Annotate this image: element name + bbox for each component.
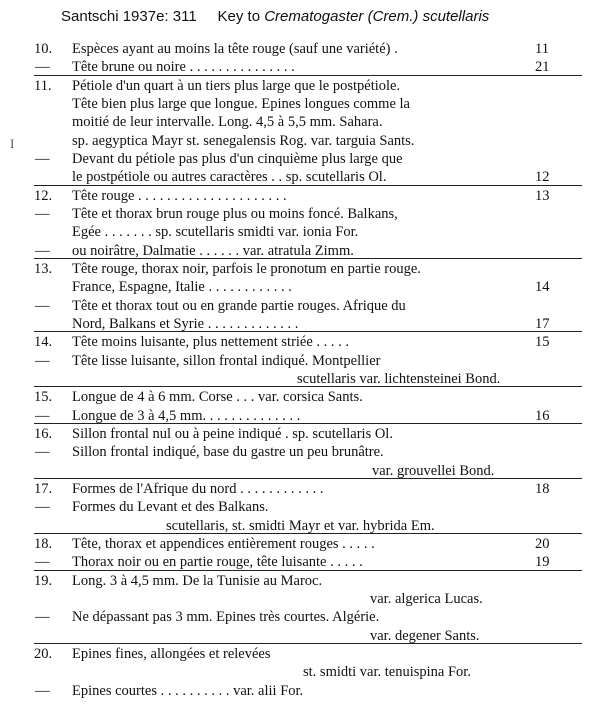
couplet-number: 14. — [34, 334, 53, 351]
couplet-separator — [34, 423, 582, 424]
key-line-text: Nord, Balkans et Syrie . . . . . . . . . . . . . — [72, 316, 299, 332]
couplet-dash: — — [35, 242, 50, 259]
key-line-text: Tête et thorax brun rouge plus ou moins foncé. Balkans, — [72, 206, 398, 222]
couplet-separator — [34, 570, 582, 571]
couplet-number: 11. — [34, 77, 52, 94]
couplet-reference: 14 — [535, 279, 550, 296]
couplet-separator — [34, 533, 582, 534]
margin-mark: I — [10, 136, 15, 151]
key-line-text: Epines fines, allongées et relevées — [72, 646, 271, 662]
key-line-text: Formes de l'Afrique du nord . . . . . . . . . . . . — [72, 481, 324, 497]
couplet-number: 13. — [34, 261, 53, 277]
couplet-reference: 18 — [535, 481, 550, 497]
key-line-text: Longue de 4 à 6 mm. Corse . . . var. corsica Sants. — [72, 389, 363, 406]
key-line-text: Espèces ayant au moins la tête rouge (sauf une variété) . — [72, 41, 398, 57]
couplet-reference: 21 — [535, 59, 550, 76]
key-line-text: Tête brune ou noire . . . . . . . . . . . . . . . — [72, 59, 295, 76]
key-line-text: Tête lisse luisante, sillon frontal indiqué. Montpellier — [72, 352, 381, 369]
couplet-dash: — — [35, 352, 50, 369]
couplet-dash: — — [35, 499, 50, 516]
key-line-text: Formes du Levant et des Balkans. — [72, 499, 269, 516]
key-line-text: Longue de 3 à 4,5 mm. . . . . . . . . . . . . . — [72, 407, 301, 424]
key-line-text: Thorax noir ou en partie rouge, tête luisante . . . . . — [72, 554, 363, 571]
key-line-text: Tête et thorax tout ou en grande partie rouges. Afrique du — [72, 297, 406, 314]
couplet-number: 16. — [34, 426, 53, 442]
couplet-separator — [34, 331, 582, 332]
key-line-text: le postpétiole ou autres caractères . . sp. scutellaris Ol. — [72, 169, 387, 186]
key-line-text: Tête moins luisante, plus nettement striée . . . . . — [72, 334, 350, 351]
couplet-dash: — — [35, 297, 50, 314]
key-line-text: Tête rouge . . . . . . . . . . . . . . . . . . . . . — [72, 187, 287, 204]
couplet-dash: — — [35, 444, 50, 461]
key-line-text: Sillon frontal indiqué, base du gastre un peu brunâtre. — [72, 444, 384, 461]
couplet-separator — [34, 75, 582, 76]
couplet-separator — [34, 386, 582, 387]
couplet-number: 20. — [34, 646, 53, 662]
key-line-text: var. algerica Lucas. — [370, 591, 483, 607]
key-line-text: moitié de leur intervalle. Long. 4,5 à 5,5 mm. Sahara. — [72, 114, 383, 131]
couplet-dash: — — [35, 151, 50, 167]
key-line-text: st. smidti var. tenuispina For. — [303, 664, 471, 681]
header-source: Santschi 1937e: 311 — [61, 8, 197, 25]
key-line-text: Ne dépassant pas 3 mm. Epines très courtes. Algérie. — [72, 609, 380, 626]
key-line-text: scutellaris var. lichtensteinei Bond. — [297, 371, 501, 387]
key-line-text: Long. 3 à 4,5 mm. De la Tunisie au Maroc. — [72, 572, 323, 589]
couplet-reference: 16 — [535, 407, 550, 424]
couplet-dash: — — [35, 59, 50, 76]
couplet-dash: — — [35, 407, 50, 424]
couplet-number: 19. — [34, 572, 53, 589]
couplet-separator — [34, 185, 582, 186]
key-line-text: Sillon frontal nul ou à peine indiqué . sp. scutellaris Ol. — [72, 426, 393, 442]
couplet-reference: 17 — [535, 316, 550, 332]
couplet-reference: 20 — [535, 536, 550, 552]
couplet-number: 18. — [34, 536, 53, 552]
couplet-dash: — — [35, 554, 50, 571]
couplet-number: 10. — [34, 41, 53, 57]
key-line-text: Epines courtes . . . . . . . . . . var. alii For. — [72, 682, 304, 699]
couplet-dash: — — [35, 206, 50, 222]
key-line-text: Devant du pétiole pas plus d'un cinquième plus large que — [72, 151, 403, 167]
couplet-separator — [34, 258, 582, 259]
key-line-text: sp. aegyptica Mayr st. senegalensis Rog. var. targuia Sants. — [72, 132, 415, 149]
couplet-reference: 11 — [535, 41, 549, 57]
key-line-text: Tête rouge, thorax noir, parfois le pronotum en partie rouge. — [72, 261, 421, 277]
header-title-taxon: Crematogaster (Crem.) scutellaris — [264, 8, 490, 25]
couplet-separator — [34, 478, 582, 479]
couplet-reference: 12 — [535, 169, 550, 186]
couplet-reference: 13 — [535, 187, 550, 204]
key-line-text: France, Espagne, Italie . . . . . . . . . . . . — [72, 279, 292, 296]
couplet-dash: — — [35, 682, 50, 699]
key-line-text: var. degener Sants. — [370, 627, 480, 644]
couplet-number: 15. — [34, 389, 53, 406]
key-line-text: ou noirâtre, Dalmatie . . . . . . var. atratula Zimm. — [72, 242, 354, 259]
couplet-separator — [34, 643, 582, 644]
key-line — [0, 682, 604, 703]
couplet-reference: 19 — [535, 554, 550, 571]
page-header — [61, 8, 601, 25]
header-title-prefix: Key to — [217, 8, 261, 25]
key-line-text: var. grouvellei Bond. — [372, 462, 495, 479]
key-line-text: Egée . . . . . . . sp. scutellaris smidti var. ionia For. — [72, 224, 359, 241]
key-line-text: Tête bien plus large que longue. Epines longues comme la — [72, 96, 410, 112]
key-line-text: Tête, thorax et appendices entièrement rouges . . . . . — [72, 536, 375, 552]
key-line-text: Pétiole d'un quart à un tiers plus large que le postpétiole. — [72, 77, 401, 94]
couplet-dash: — — [35, 609, 50, 626]
couplet-reference: 15 — [535, 334, 550, 351]
couplet-number: 12. — [34, 187, 53, 204]
couplet-number: 17. — [34, 481, 53, 497]
key-line-text: scutellaris, st. smidti Mayr et var. hybrida Em. — [166, 517, 435, 534]
